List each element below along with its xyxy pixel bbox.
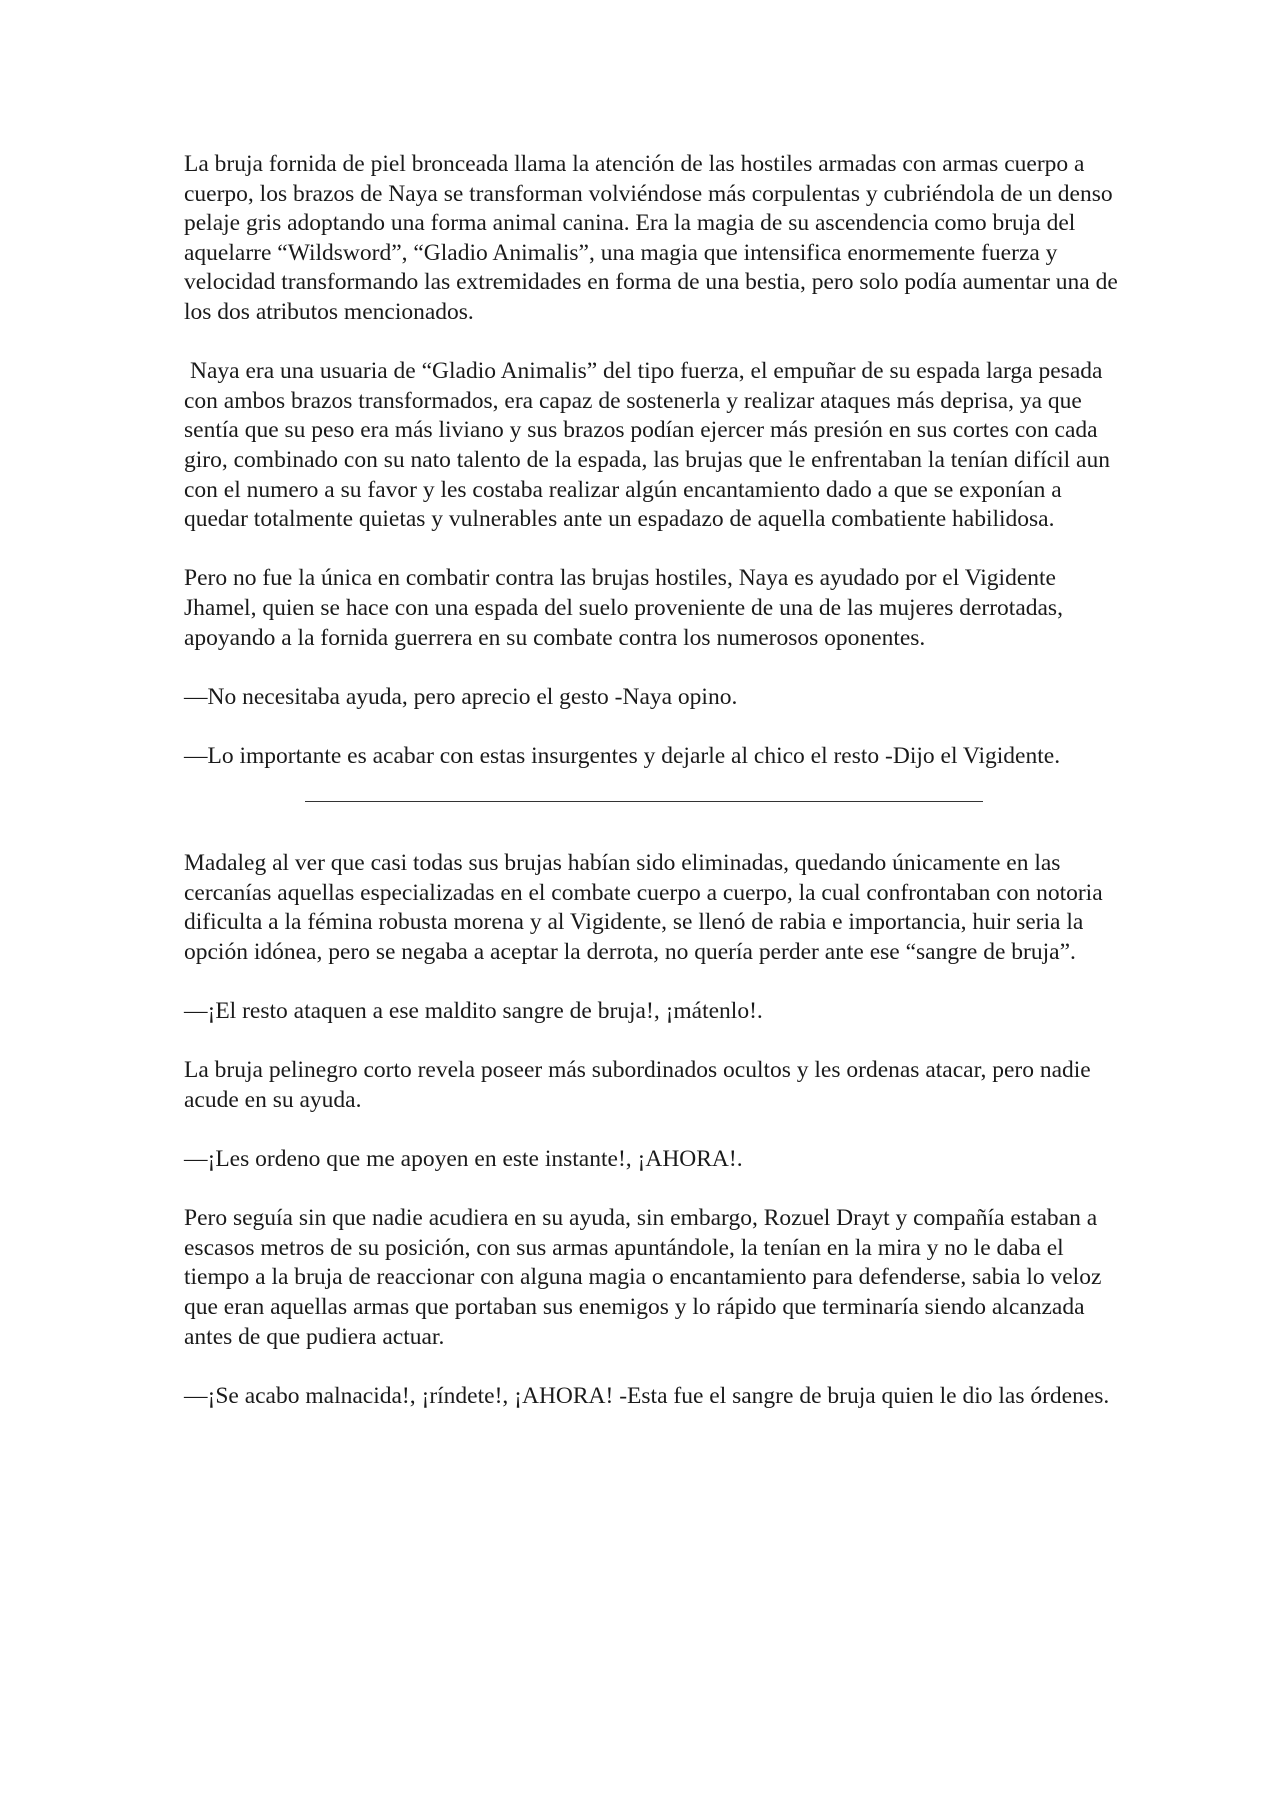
dialogue-surrender: —¡Se acabo malnacida!, ¡ríndete!, ¡AHORA! -Esta fue el sangre de bruja quien le dio las órdenes. (184, 1382, 1110, 1409)
document-page (184, 150, 1124, 1441)
paragraph-gladio-animalis-strength: Naya era una usuaria de “Gladio Animalis” del tipo fuerza, el empuñar de su espada larga pesada con ambos brazos transformados, era capaz de sostenerla y realizar ataques más deprisa, ya que sentía que su peso era más liviano y sus brazos podían ejercer más presión en sus cortes con cada giro, combinado con su nato talento de la espada, las brujas que le enfrentaban la tenían difícil aun con el numero a su favor y les costaba realizar algún encantamiento dado a que se exponían a quedar totalmente quietas y vulnerables ante un espadazo de aquella combatiente habilidosa. (184, 358, 1110, 533)
section-separator-line (305, 801, 983, 802)
paragraph-madaleg-rage: Madaleg al ver que casi todas sus brujas habían sido eliminadas, quedando únicamente en las cercanías aquellas especializadas en el combate cuerpo a cuerpo, la cual confrontaban con notoria dificulta a la fémina robusta morena y al Vigidente, se llenó de rabia e importancia, huir seria la opción idónea, pero se negaba a aceptar la derrota, no quería perder ante ese “sangre de bruja”. (184, 850, 1103, 965)
paragraph-rozuel-arrives: Pero seguía sin que nadie acudiera en su ayuda, sin embargo, Rozuel Drayt y compañía estaban a escasos metros de su posición, con sus armas apuntándole, la tenían en la mira y no le daba el tiempo a la bruja de reaccionar con alguna magia o encantamiento para defenderse, sabia lo veloz que eran aquellas armas que portaban sus enemigos y lo rápido que terminaría siendo alcanzada antes de que pudiera actuar. (184, 1205, 1102, 1350)
paragraph-naya-transformation: La bruja fornida de piel bronceada llama la atención de las hostiles armadas con armas cuerpo a cuerpo, los brazos de Naya se transforman volviéndose más corpulentas y cubriéndola de un denso pelaje gris adoptando una forma animal canina. Era la magia de su ascendencia como bruja del aquelarre “Wildsword”, “Gladio Animalis”, una magia que intensifica enormemente fuerza y velocidad transformando las extremidades en forma de una bestia, pero solo podía aumentar una de los dos atributos mencionados. (184, 151, 1118, 325)
dialogue-vigidente: —Lo importante es acabar con estas insurgentes y dejarle al chico el resto -Dijo el Vigidente. (184, 742, 1061, 769)
dialogue-madaleg-attack-order: —¡El resto ataquen a ese maldito sangre de bruja!, ¡mátenlo!. (184, 998, 763, 1025)
dialogue-naya: —No necesitaba ayuda, pero aprecio el gesto -Naya opino. (184, 683, 738, 710)
paragraph-hidden-subordinates: La bruja pelinegro corto revela poseer más subordinados ocultos y les ordenas atacar, pero nadie acude en su ayuda. (184, 1057, 1091, 1113)
paragraph-vigidente-helps: Pero no fue la única en combatir contra las brujas hostiles, Naya es ayudado por el Vigidente Jhamel, quien se hace con una espada del suelo proveniente de una de las mujeres derrotadas, apoyando a la fornida guerrera en su combate contra los numerosos oponentes. (184, 565, 1063, 651)
dialogue-madaleg-now: —¡Les ordeno que me apoyen en este instante!, ¡AHORA!. (184, 1146, 743, 1172)
